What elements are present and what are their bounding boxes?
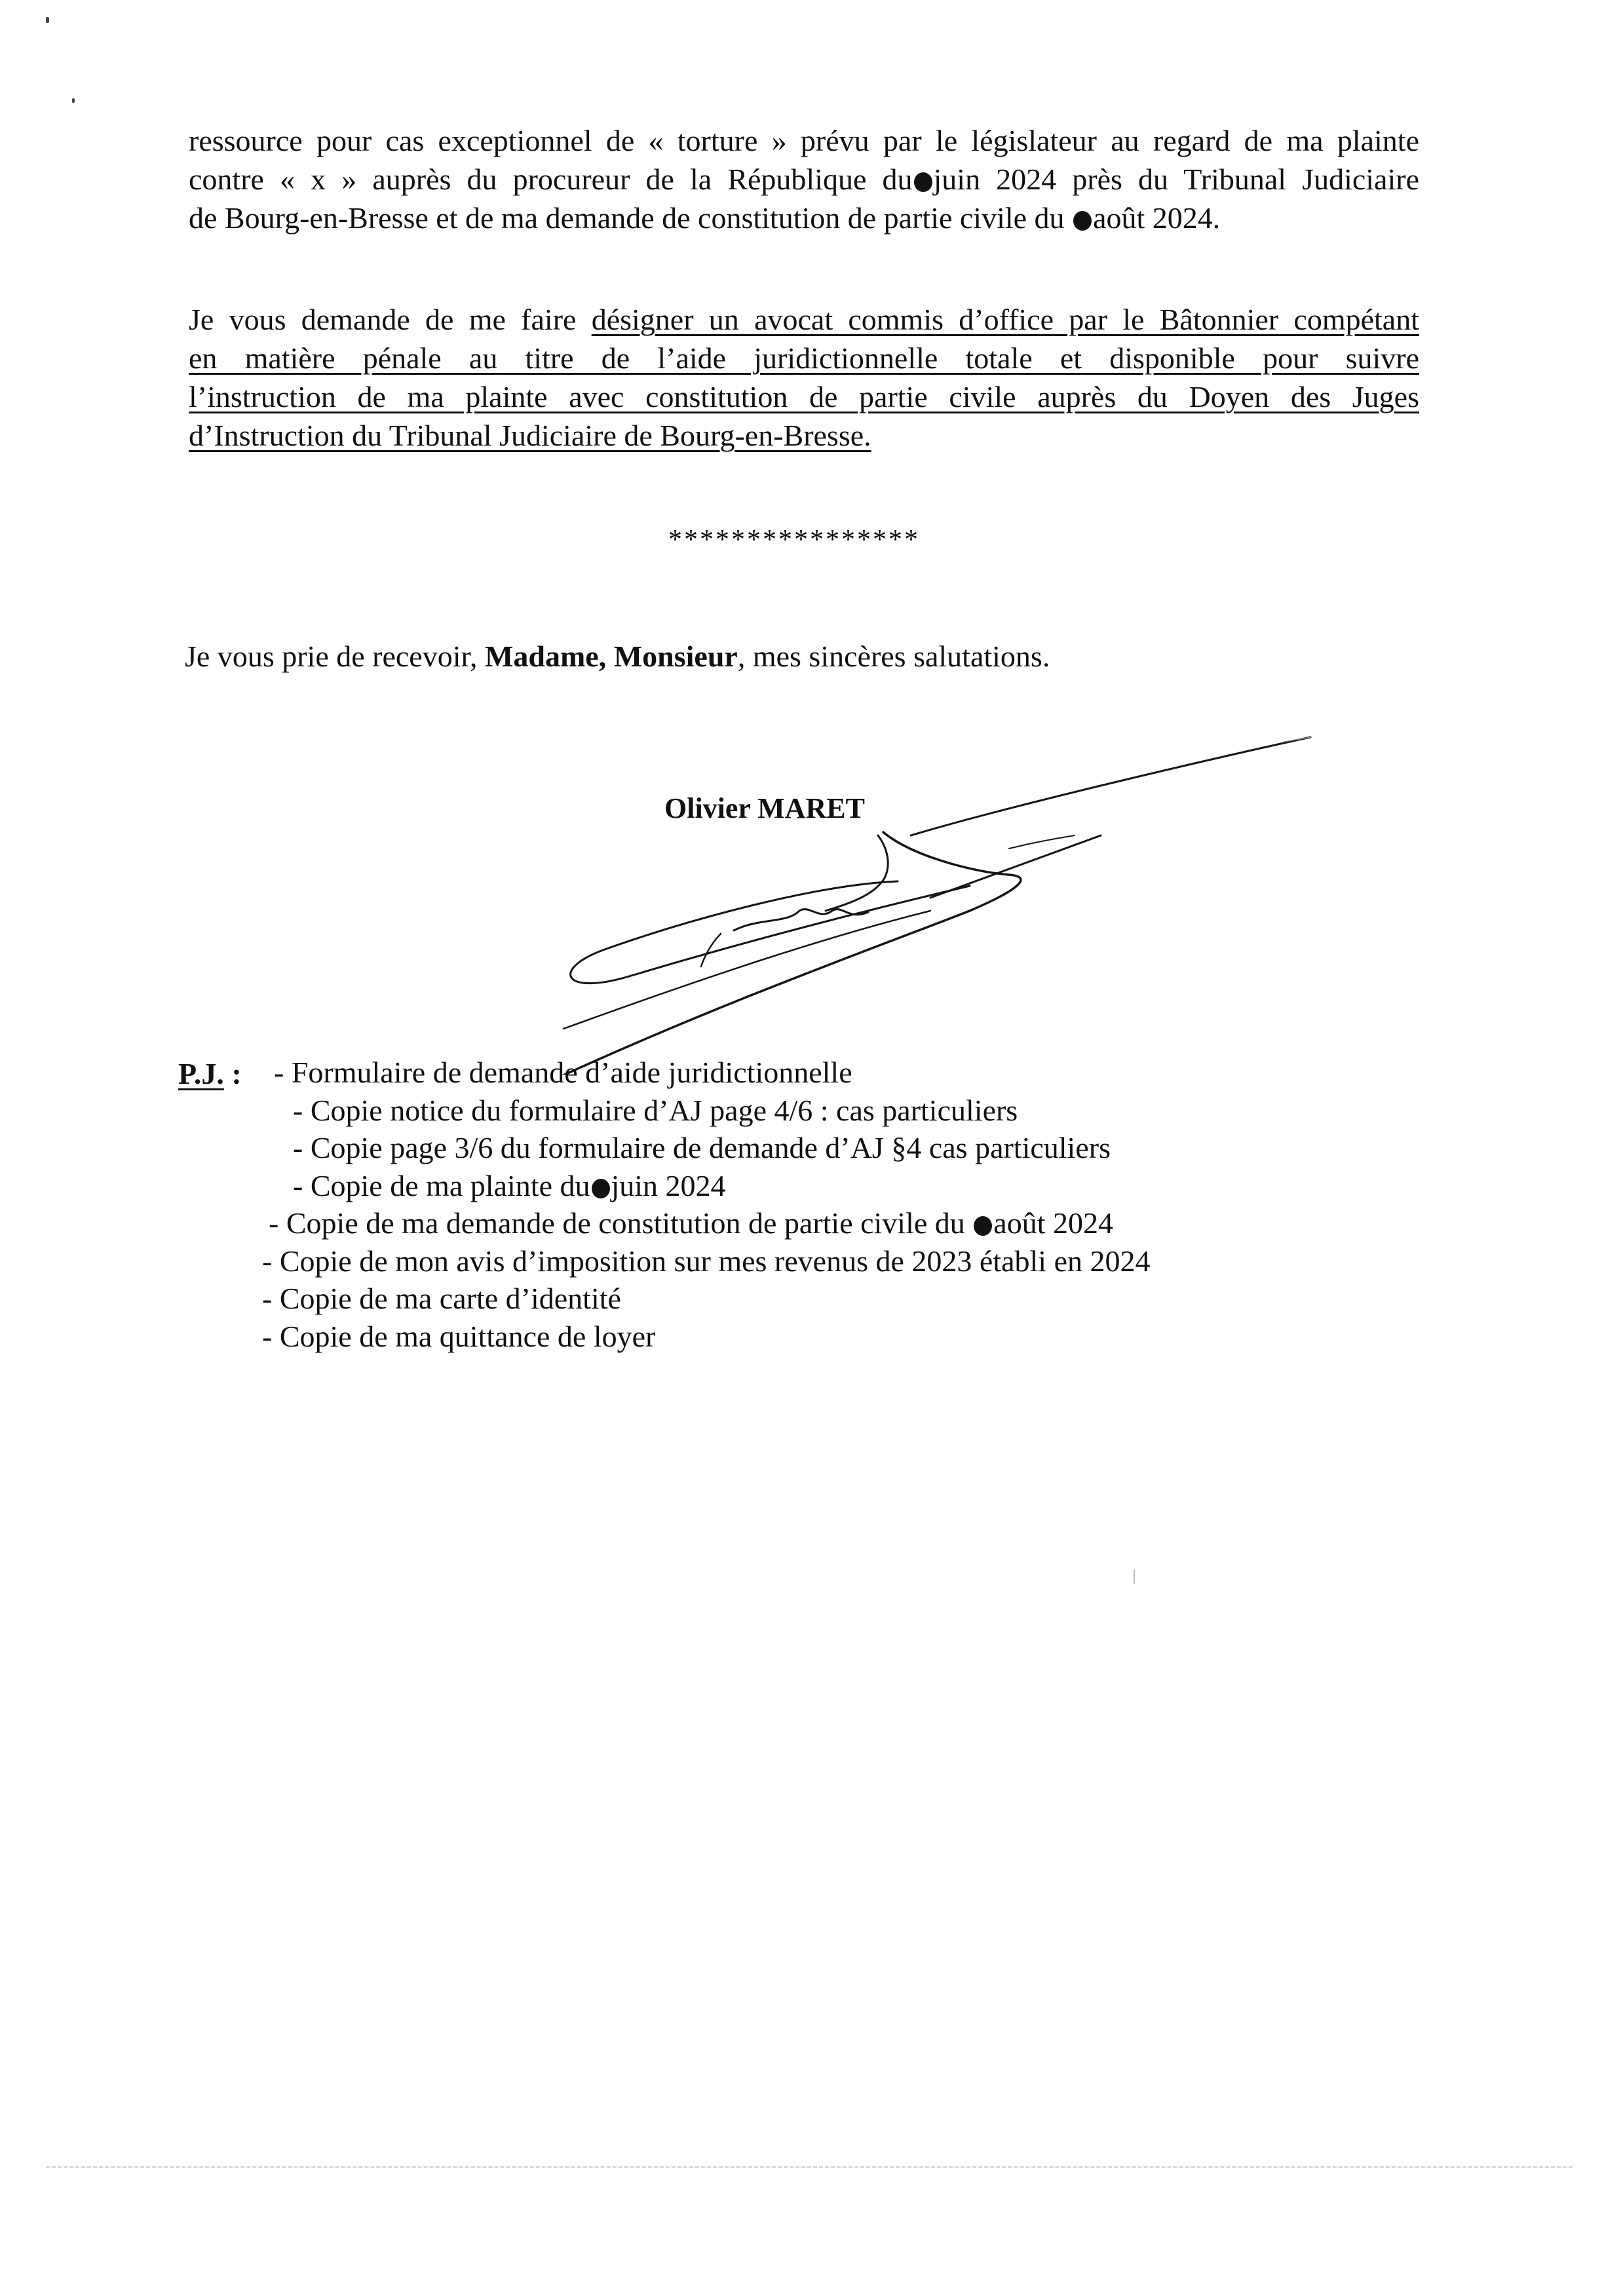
attachment-item	[269, 1204, 1151, 1242]
attachments-label	[178, 1056, 242, 1091]
attachment-item: - Formulaire de demande d’aide juridictionnelle	[274, 1056, 852, 1089]
redaction-mark	[914, 172, 932, 192]
paragraph-line	[189, 300, 1419, 339]
paragraph-line: ressource pour cas exceptionnel de « torture » prévu par le législateur au regard de ma plainte	[189, 124, 1419, 157]
attachment-item: - Copie de ma carte d’identité	[262, 1282, 621, 1315]
text-segment: - Copie de ma plainte du	[293, 1168, 590, 1202]
paragraph-line	[189, 160, 1419, 199]
paragraph-line: d’Instruction du Tribunal Judiciaire de Bourg-en-Bresse.	[189, 419, 871, 452]
text-segment: juin 2024 près du Tribunal Judiciaire	[933, 163, 1419, 196]
text-segment: Je vous prie de recevoir,	[185, 640, 485, 673]
text-segment: - Copie de ma demande de constitution de partie civile du	[269, 1206, 965, 1240]
bold-text: Madame, Monsieur	[484, 640, 738, 673]
text-segment: août 2024.	[1093, 201, 1221, 235]
text-segment: Je vous demande de me faire	[189, 303, 592, 336]
text-segment: :	[223, 1057, 242, 1090]
text-segment: août 2024	[993, 1206, 1113, 1240]
text-segment: contre « x » auprès du procureur de la République du	[189, 163, 913, 196]
signature-strokes	[550, 737, 1310, 1075]
scan-speck	[72, 98, 75, 103]
underlined-text: désigner un avocat commis d’office par le Bâtonnier compétant	[591, 303, 1419, 336]
attachment-item: - Copie de ma quittance de loyer	[262, 1319, 656, 1353]
paragraph-lawyer-request	[189, 300, 1419, 455]
redaction-mark	[974, 1216, 992, 1236]
paragraph-line: l’instruction de ma plainte avec constitution de partie civile auprès du Doyen des Juges	[189, 380, 1419, 413]
redaction-mark	[1073, 211, 1092, 231]
scan-speck	[1134, 1569, 1135, 1584]
text-segment: juin 2024	[611, 1168, 726, 1202]
separator-stars: ****************	[668, 525, 920, 555]
underlined-text: P.J.	[178, 1057, 224, 1090]
paragraph-complaint-reference	[189, 121, 1419, 237]
text-segment: de Bourg-en-Bresse et de ma demande de constitution de partie civile du	[189, 201, 1065, 235]
attachments-list	[262, 1054, 1151, 1355]
attachment-item: - Copie notice du formulaire d’AJ page 4/6 : cas particuliers	[293, 1093, 1018, 1127]
scan-artifact-line	[46, 2166, 1573, 2168]
closing-salutation	[185, 639, 1050, 674]
paragraph-line: en matière pénale au titre de l’aide juridictionnelle totale et disponible pour suivre	[189, 341, 1419, 375]
attachment-item: - Copie page 3/6 du formulaire de demande d’AJ §4 cas particuliers	[293, 1131, 1111, 1164]
paragraph-line	[189, 199, 1329, 237]
attachment-item: - Copie de mon avis d’imposition sur mes revenus de 2023 établi en 2024	[262, 1244, 1151, 1278]
redaction-mark	[592, 1179, 610, 1198]
scan-speck	[46, 17, 49, 23]
attachment-item	[293, 1167, 1151, 1205]
text-segment: , mes sincères salutations.	[737, 640, 1050, 673]
handwritten-signature	[511, 708, 1324, 1075]
signer-name: Olivier MARET	[664, 792, 865, 824]
